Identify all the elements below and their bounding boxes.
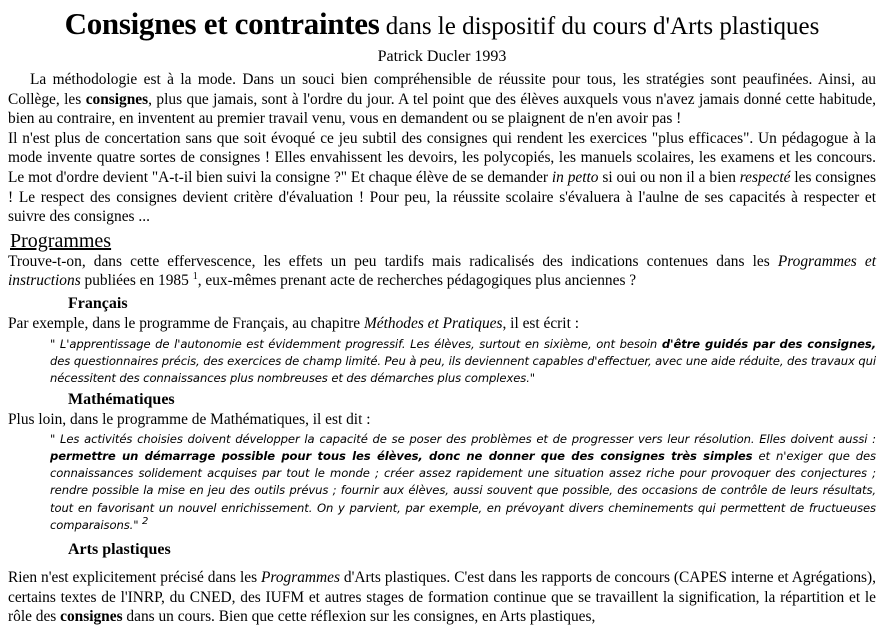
section-heading-programmes: Programmes bbox=[10, 229, 112, 252]
text-run: et n'exiger que des connaissances solidement acquises par tout le monde ; créer assez rapidement une situation assez riche pour provoquer des conjectures ; rendre possible la mise en jeu des outils prévus ; fournir aux élèves, aussi souvent que possible, des occasions de contrôle de leurs résultats, tout en favorisant un nouvel enrichissement. On y parvient, par exemple, en prévoyant divers cheminements qui permettent de fructueuses comparaisons." bbox=[50, 448, 876, 532]
arts-paragraph bbox=[8, 568, 876, 627]
document-page bbox=[8, 0, 876, 627]
emphasis-consignes: consignes bbox=[60, 608, 123, 626]
bold-run: permettre un démarrage possible pour tous les élèves, donc ne donner que des consignes très simples bbox=[50, 448, 753, 463]
text-run: les consignes ! Le respect des consignes devient critère d'évaluation ! Pour peu, la réussite scolaire s'évaluera à l'aulne de ses capacités à respecter et suivre des consignes ... bbox=[8, 168, 877, 226]
intro-paragraph-1 bbox=[8, 70, 876, 129]
text-run: Il n'est plus de concertation sans que soit évoqué ce jeu subtil des consignes qui rendent les exercices "plus efficaces". Un pédagogue à la mode invente quatre sortes de consignes ! Elles envahissent les devoirs, les polycopiés, les manuels scolaires, les examens et les concours. Le mot d'ordre devient "A-t-il bien suivi la consigne ?" Et chaque élève de se demander bbox=[8, 129, 876, 186]
subheading-mathematiques: Mathématiques bbox=[68, 391, 175, 409]
text-run: , eux-mêmes prenant acte de recherches pédagogiques plus anciennes ? bbox=[197, 272, 637, 290]
italic-run: Programmes bbox=[261, 568, 340, 586]
text-run: La méthodologie est à la mode. Dans un souci bien compréhensible de réussite pour tous, les stratégies sont peaufinées. Ainsi, au Collège, les bbox=[8, 71, 876, 108]
text-run: dans un cours. Bien que cette réflexion sur les consignes, en Arts plastiques, bbox=[122, 608, 596, 626]
maths-paragraph: Plus loin, dans le programme de Mathématiques, il est dit : bbox=[8, 411, 371, 429]
subheading-arts-plastiques: Arts plastiques bbox=[68, 540, 171, 558]
programmes-paragraph bbox=[8, 252, 876, 291]
text-run: publiées en 1985 bbox=[80, 272, 193, 290]
footnote-ref[interactable]: 1 bbox=[192, 271, 198, 283]
text-run: , plus que jamais, sont à l'ordre du jour. A tel point que des élèves auxquels vous n'avez jamais donné cette habitude, bien au contraire, en inventent au premier travail venu, vous en demandent ou se plaignent de n'en avoir pas ! bbox=[8, 90, 877, 128]
text-run: des questionnaires précis, des exercices de champ limité. Peu à peu, ils deviennent capables d'effectuer, avec une aide réduite, des travaux qui nécessitent des connaissances plus nombreuses et des démarches plus complexes." bbox=[50, 353, 876, 385]
italic-run: in petto bbox=[551, 168, 599, 186]
text-run: Rien n'est explicitement précisé dans les bbox=[8, 568, 262, 586]
footnote-ref[interactable]: 2 bbox=[142, 515, 149, 527]
quote-mathematiques bbox=[50, 431, 876, 534]
text-run: " Les activités choisies doivent développer la capacité de se poser des problèmes et de progresser vers leur résolution. Elles doivent aussi : bbox=[50, 431, 876, 446]
italic-run: Programmes et instructions bbox=[8, 252, 876, 290]
text-run: si oui ou non il a bien bbox=[598, 168, 740, 186]
francais-paragraph bbox=[8, 314, 876, 334]
emphasis-consignes: consignes bbox=[85, 90, 149, 108]
author-line: Patrick Ducler 1993 bbox=[377, 48, 507, 65]
bold-run: d'être guidés par des consignes, bbox=[661, 336, 876, 351]
subheading-francais: Français bbox=[68, 294, 128, 312]
text-run: " L'apprentissage de l'autonomie est évidemment progressif. Les élèves, surtout en sixième, ont besoin bbox=[50, 336, 662, 351]
text-run: Trouve-t-on, dans cette effervescence, les effets un peu tardifs mais radicalisés des indications contenues dans les bbox=[8, 252, 778, 270]
title-subtitle: dans le dispositif du cours d'Arts plastiques bbox=[379, 13, 820, 40]
intro-paragraph-2 bbox=[8, 129, 876, 227]
document-title bbox=[8, 6, 876, 48]
title-main: Consignes et contraintes bbox=[64, 6, 380, 41]
italic-run: respecté bbox=[739, 168, 791, 186]
text-run: Par exemple, dans le programme de Français, au chapitre bbox=[8, 314, 364, 332]
quote-francais bbox=[50, 336, 876, 388]
italic-run: Méthodes et Pratiques bbox=[363, 314, 503, 332]
text-run: d'Arts plastiques. C'est dans les rapports de concours (CAPES interne et Agrégations), certains textes de l'INRP, du CNED, des IUFM et autres stages de formation continue que se travaillent la signification, la répartition et le rôle des bbox=[8, 568, 876, 626]
text-run: , il est écrit : bbox=[502, 314, 579, 332]
